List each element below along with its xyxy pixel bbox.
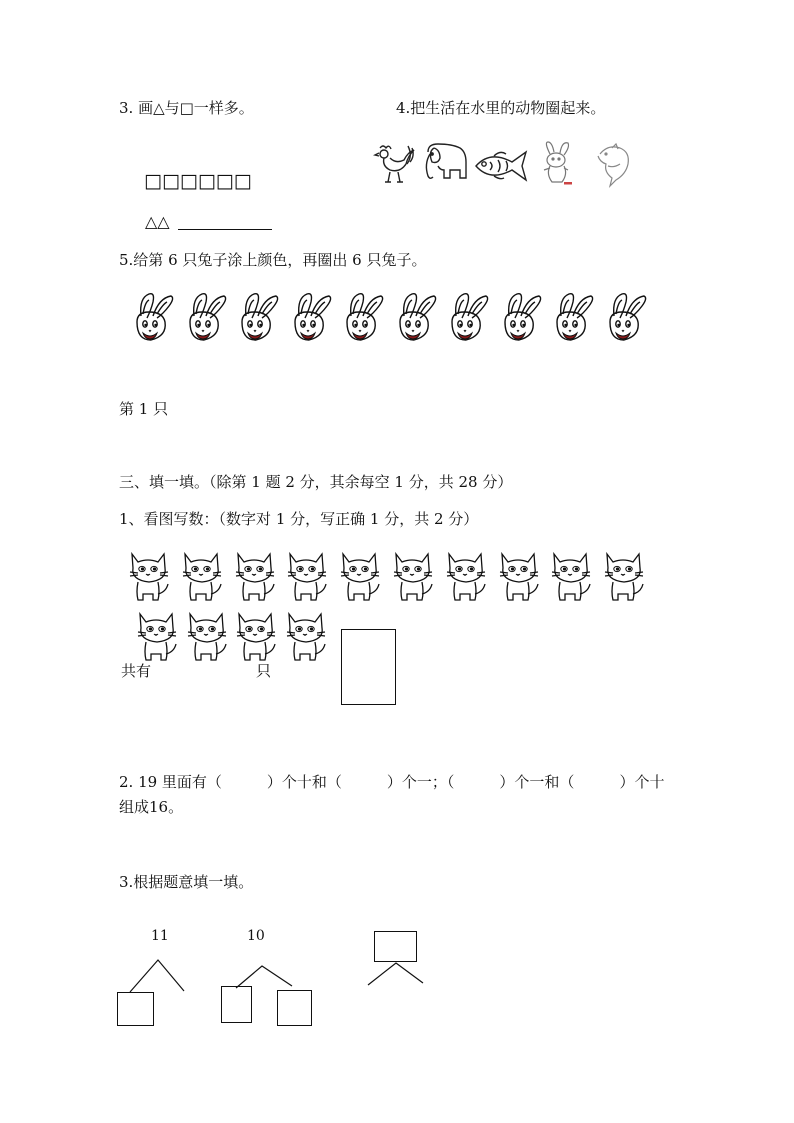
cat-icon [284, 548, 330, 604]
section-3-title: 三、填一填。（除第 1 题 2 分，其余每空 1 分，共 28 分） [119, 473, 513, 491]
cat-icon [233, 608, 279, 664]
rabbit-icon[interactable] [600, 290, 650, 348]
cat-icon [548, 548, 594, 604]
rabbit-icon[interactable] [337, 290, 387, 348]
label-unit: 只 [256, 662, 272, 680]
tree-1-box-left[interactable] [117, 992, 154, 1026]
cat-icon [443, 548, 489, 604]
cat-icon [232, 548, 278, 604]
cat-icon [126, 548, 172, 604]
sub-question-3-text: 3.根据题意填一填。 [119, 873, 254, 891]
answer-box-count[interactable] [341, 629, 396, 705]
rabbit-icon[interactable] [127, 290, 177, 348]
cat-icon [496, 548, 542, 604]
rabbit-icon[interactable] [547, 290, 597, 348]
rabbit-icon[interactable] [538, 140, 578, 188]
question-3-text: 3. 画△与□一样多。 [119, 99, 254, 117]
tree-1-number: 11 [151, 928, 169, 944]
label-have: 共有 [121, 662, 152, 680]
sub-question-1-text: 1、看图写数：（数字对 1 分，写正确 1 分，共 2 分） [119, 510, 479, 528]
sub-question-2-line2: 组成16。 [119, 798, 184, 816]
cat-icon [390, 548, 436, 604]
rabbit-icon[interactable] [390, 290, 440, 348]
tree-2-box-right[interactable] [277, 990, 312, 1026]
tree-3-box-top[interactable] [374, 931, 417, 962]
tree-2-box-left[interactable] [221, 986, 252, 1023]
cat-icon [179, 548, 225, 604]
elephant-icon[interactable] [422, 142, 468, 186]
rabbit-icon[interactable] [180, 290, 230, 348]
first-rabbit-label: 第 1 只 [119, 400, 169, 418]
triangle-row: △△ [145, 212, 170, 231]
tree-2-number: 10 [247, 928, 265, 944]
sub-question-2-line1: 2. 19 里面有（ ）个十和（ ）个一；（ ）个一和（ ）个十 [119, 773, 665, 791]
cat-icon [601, 548, 647, 604]
cat-icon [184, 608, 230, 664]
question-4-text: 4.把生活在水里的动物圈起来。 [396, 99, 606, 117]
question-5-text: 5.给第 6 只兔子涂上颜色，再圈出 6 只兔子。 [119, 251, 427, 269]
rabbit-icon[interactable] [285, 290, 335, 348]
square-row: □□□□□□ [144, 170, 252, 192]
fish-icon[interactable] [472, 146, 532, 186]
dolphin-icon[interactable] [592, 142, 634, 188]
rabbit-icon[interactable] [442, 290, 492, 348]
cat-icon [337, 548, 383, 604]
tree-1-branches [110, 955, 200, 995]
tree-3-branches [365, 962, 425, 988]
cat-icon [134, 608, 180, 664]
rabbit-icon[interactable] [495, 290, 545, 348]
rabbit-icon[interactable] [232, 290, 282, 348]
rooster-icon[interactable] [372, 142, 418, 186]
cat-icon [283, 608, 329, 664]
answer-line[interactable] [178, 229, 272, 230]
